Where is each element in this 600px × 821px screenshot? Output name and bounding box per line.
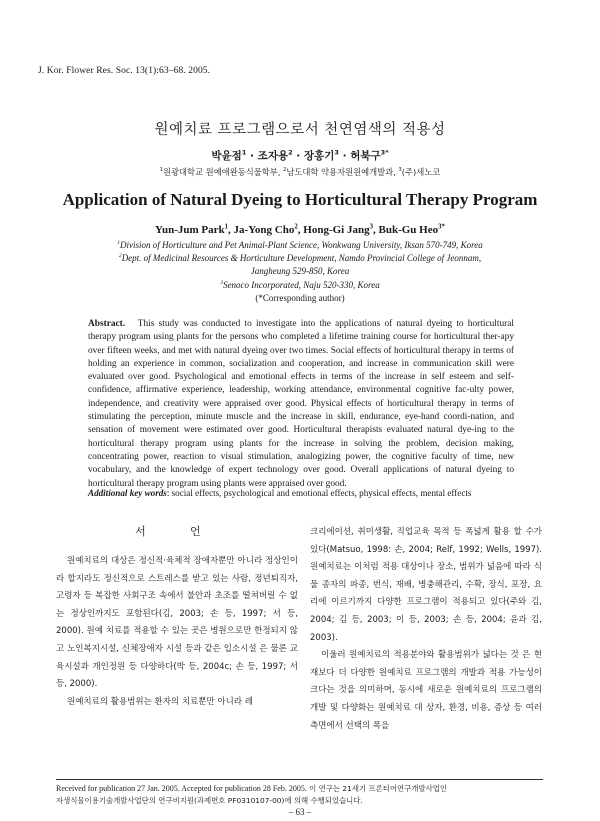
author-name: Buk-Gu Heo [378, 224, 439, 236]
text-line: 충해관리, 수확, 장식, 포장, 요리에 이르기까지 다양한 [310, 579, 543, 608]
text-line: 은 현재보다 더 다양한 원예치료 프로그램의 개발과 [310, 650, 543, 678]
text-line: 크리에이션, 취미생활, 직업교육 목적 등 폭넓게 활용 [310, 527, 510, 537]
text-line: 은 물론 교육시설과 개인정원 등 다양하다(박 등, [56, 643, 298, 672]
text-line: 포함된다(김, 2003; 손 등, 1997; 서 등, 2000). 원예 [56, 608, 299, 637]
abstract-line: and self-confidence, affirmative experience, leadership, working attendance, environmental cognitive fac- [88, 372, 514, 396]
heading-char: 언 [190, 525, 201, 538]
affil-sup: 3 [220, 279, 224, 286]
page-number: – 63 – [288, 807, 312, 817]
english-title: Application of Natural Dyeing to Horticultural Therapy Program [62, 190, 538, 209]
author-sup: 2 [294, 223, 298, 231]
author-name: 허북구 [350, 150, 381, 162]
journal-citation: J. Kor. Flower Res. Soc. 13(1):63–68. 2005. [38, 66, 211, 76]
affil-text: (주)세노코 [401, 167, 441, 177]
author-sup: 3 [334, 148, 339, 157]
author-sup: 3 [369, 223, 374, 231]
author-sup: 2 [288, 148, 293, 157]
affiliation-line [60, 239, 540, 252]
affil-text: 원광대학교 원예애완동식물학부, [162, 167, 284, 177]
author-name: Ja-Yong Cho [233, 224, 295, 236]
text-line: 있는 사람, 정년퇴직자, 고령자 등 복잡한 사회구조 속 [56, 573, 298, 602]
abstract-line: time, new vocabulary, and the knowledge of expert technology over good. Overall applications of natural [88, 451, 514, 476]
author-name: 장홍기 [303, 150, 335, 162]
author-name: Yun-Jum Park [155, 224, 225, 236]
korean-title: 원예치료 프로그램으로서 천연염색의 적용성 [154, 122, 446, 138]
abstract-line: terms of holding an experience in common, socialization and cooperation, and increase in communication [88, 345, 514, 369]
heading-char: 서 [135, 525, 146, 538]
key-words-text: : social effects, psychological and emotional effects, physical effects, mental effects [166, 488, 472, 498]
affil-sup: 3 [398, 167, 402, 174]
affil-text: 남도대학 약용자원원예개발과, [286, 167, 399, 177]
english-affiliations [60, 239, 540, 305]
affil-sup: 1 [159, 167, 163, 174]
affil-text: Dept. of Medicinal Resources & Horticulture Development, Namdo Provincial College of Jeonnam, [121, 253, 482, 264]
affil-text: Senoco Incorporated, Naju 520-330, Korea [223, 279, 380, 290]
abstract-line: dyeing to horticultural therapy program using plants were appraised over good. [88, 465, 514, 489]
footnote [56, 783, 551, 807]
abstract-label: Abstract. [88, 319, 126, 329]
abstract-line: ing to the horticultural therapy program using plants for the increase in solving the problem, decision [88, 425, 514, 449]
footnote-divider [56, 779, 543, 780]
abstract-line: therapy program using plants for the persons who completed a lifetime training course for horticultural ther- [88, 332, 501, 343]
paragraph [56, 694, 298, 712]
section-heading-introduction [56, 523, 280, 539]
text-line: 상자, 환경, 비용, 증상 등 여러 측면에서 선택의 폭을 [310, 702, 543, 731]
english-authors: Yun-Jum Park$^1$, Ja-Yong Cho$^2$, Hong-Gi Jang$^3$, Buk-Gu Heo$^{3*}$ [155, 223, 445, 236]
text-line: 원예치료의 대상은 정신적·육체적 장애자뿐만 아니 [67, 556, 254, 566]
author-sup: 1 [224, 223, 229, 231]
korean-authors: 박윤점$^1$ · 조자용$^2$ · 장홍기$^3$ · 허북구$^{3*}$ [211, 148, 389, 162]
abstract-line: apy over fifteen weeks, and met with natural dyeing over two times. Social effects of horticultural therapy in [88, 332, 514, 356]
text-line: 라 정상인이라 할지라도 정신적으로 스트레스를 받고 [56, 556, 298, 584]
text-line: 2003; 이 등, 2003; 손 등, 2004; 윤과 김, 2003). [310, 614, 543, 643]
key-words-label: Additional key words [88, 488, 167, 498]
affiliation-line: Jangheung 529-850, Korea [250, 266, 350, 277]
text-line: 고 노인복지시설, 신체장애자 시설 등과 같은 입소시설 [56, 643, 257, 654]
author-sup: 1 [241, 148, 247, 157]
funding-note: 이 연구는 21세기 프론티어연구개발사업인 [306, 784, 448, 793]
text-line: 에서 불안과 초조를 떨쳐버릴 수 없는 정상인까지도 [56, 591, 298, 619]
footnote-line [56, 783, 551, 795]
received-dates: Received for publication 27 Jan. 2005. Accepted for publication 28 Feb. 2005. [56, 784, 307, 793]
affiliation-line [60, 252, 540, 265]
abstract-line: making, concentrating power, reaction to visual stimulation, analogizing power, the cognitive faculty of [88, 438, 514, 462]
key-words [88, 487, 514, 500]
paragraph [310, 524, 542, 647]
text-line: 할 수가 있다(Matsuo, 1998: 손, 2004; Relf, 1992; [310, 527, 542, 555]
affil-sup: 2 [283, 167, 287, 174]
text-line: 치료를 적용할 수 있는 곳은 병원으로만 한정되지 않 [105, 626, 298, 637]
author-sup: 3* [438, 223, 445, 231]
abstract [88, 318, 514, 491]
corresponding-author-note: (*Corresponding author) [255, 292, 345, 303]
author-sup: 3* [380, 148, 389, 157]
affil-sup: 1 [117, 240, 120, 246]
footnote-line: 자생식물이용기술개발사업단의 연구비지원(과제번호 PF0310107-00)에 의해 수행되었습니다. [56, 796, 363, 805]
author-name: Hong-Gi Jang [303, 224, 370, 236]
korean-affiliations [0, 166, 600, 178]
text-line: 적용 가능성이 크다는 것을 의미하며, 동시에 새로운 [310, 667, 543, 696]
text-line: 원예치료의 프로그램의 개발 및 다양화는 원예치료 대 [310, 685, 542, 713]
affiliation-line [60, 279, 540, 292]
abstract-line: skill were evaluated over good. Psychological and emotional effects in terms of the increase in self esteem [88, 358, 514, 383]
text-line: 프로그램이 적용되고 있다(주와 김, 2004; 김 등, [310, 597, 543, 625]
text-line: Wells, 1997). 원예치료는 이처럼 적용 대상이나 장소, [310, 544, 543, 573]
abstract-line: nation, and sensation of movement were estimated over good. Horticultural therapists evaluated natural dye- [88, 412, 514, 436]
text-line: 범위가 넓음에 따라 식물 종자의 파종, 번식, 재배, 병 [310, 562, 543, 590]
abstract-line: ulty power, independence, and creativity were appraised over good. Physical effects of horticultural therapy [88, 385, 514, 409]
paragraph [56, 553, 298, 694]
affil-sup: 2 [118, 253, 122, 260]
right-column [310, 524, 542, 735]
text-line: 원예치료의 활용범위는 환자의 치료뿐만 아니라 레 [67, 696, 253, 707]
author-name: 박윤점 [211, 150, 242, 162]
affil-text: Division of Horticulture and Pet Animal-Plant Science, Wonkwang University, Iksan 570-749, Korea [120, 240, 483, 250]
paragraph [310, 647, 542, 735]
text-line: 2004c; 손 등, 1997; 서 등, 2000). [56, 661, 299, 690]
author-name: 조자용 [257, 150, 289, 162]
left-column [56, 553, 298, 711]
abstract-line: in terms of stimulating the perception, minute muscle and the increase in skill, endurance, eye-hand coordi- [88, 398, 514, 423]
abstract-line: This study was conducted to investigate into the applications of natural dyeing to horticultural [137, 319, 514, 329]
text-line: 이울러 원예치료의 적용분야와 활용범위가 넓다는 것 [321, 650, 519, 661]
